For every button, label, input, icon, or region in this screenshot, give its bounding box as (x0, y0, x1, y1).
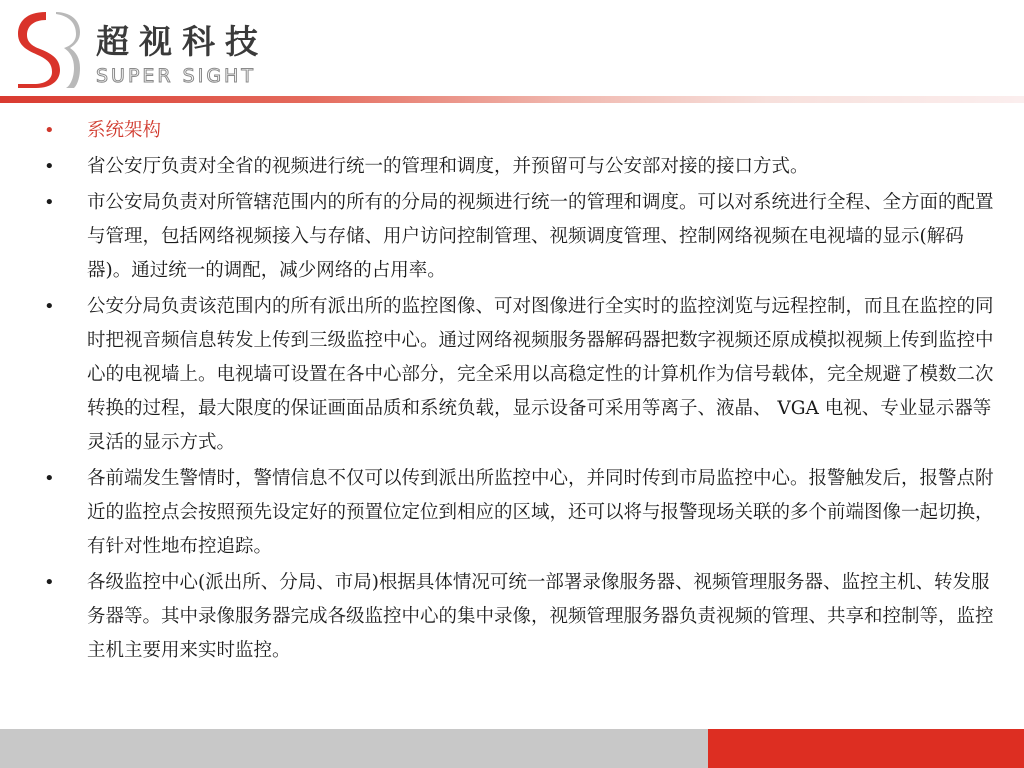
bullet-item (44, 150, 994, 184)
bullet-dot-icon: • (44, 192, 55, 213)
bullet-item (44, 290, 994, 460)
bullet-text: 各前端发生警情时，警情信息不仅可以传到派出所监控中心，并同时传到市局监控中心。报警触发后，报警点附近的监控点会按照预先设定好的预置位定位到相应的区域，还可以将与报警现场关联的多个前端图像一起切换，有针对性地布控追踪。 (87, 468, 994, 557)
footer-gray-bar (0, 729, 708, 768)
bullet-text: 各级监控中心(派出所、分局、市局)根据具体情况可统一部署录像服务器、视频管理服务器、监控主机、转发服务器等。其中录像服务器完成各级监控中心的集中录像，视频管理服务器负责视频的管理、共享和控制等，监控主机主要用来实时监控。 (87, 572, 994, 661)
bullet-dot-icon: • (44, 572, 55, 593)
bullet-list (44, 114, 994, 668)
bullet-text: 公安分局负责该范围内的所有派出所的监控图像、可对图像进行全实时的监控浏览与远程控制，而且在监控的同时把视音频信息转发上传到三级监控中心。通过网络视频服务器解码器把数字视频还原成模拟视频上传到监控中心的电视墙上。电视墙可设置在各中心部分，完全采用以高稳定性的计算机作为信号载体，完全规避了模数二次转换的过程，最大限度的保证画面品质和系统负载，显示设备可采用等离子、液晶、 VGA 电视、专业显示器等灵活的显示方式。 (87, 296, 994, 453)
bullet-item (44, 462, 994, 564)
logo-english-name: SUPER SIGHT (96, 65, 256, 87)
bullet-dot-icon: • (44, 156, 55, 177)
bullet-dot-icon: • (44, 120, 55, 141)
bullet-item-heading (44, 114, 994, 148)
bullet-dot-icon: • (44, 468, 55, 489)
company-logo (12, 8, 272, 90)
super-sight-logo-mark (12, 8, 82, 90)
bullet-text: 系统架构 (87, 120, 162, 141)
bullet-text: 省公安厅负责对全省的视频进行统一的管理和调度，并预留可与公安部对接的接口方式。 (87, 156, 809, 177)
slide-content (44, 114, 994, 670)
footer-red-bar (708, 729, 1024, 768)
bullet-text: 市公安局负责对所管辖范围内的所有的分局的视频进行统一的管理和调度。可以对系统进行全程、全方面的配置与管理，包括网络视频接入与存储、用户访问控制管理、视频调度管理、控制网络视频在电视墙的显示(解码器)。通过统一的调配，减少网络的占用率。 (87, 192, 994, 281)
bullet-item (44, 186, 994, 288)
bullet-item (44, 566, 994, 668)
header-gradient-line (0, 96, 1024, 103)
bullet-dot-icon: • (44, 296, 55, 317)
logo-chinese-name: 超视科技 (96, 22, 268, 61)
